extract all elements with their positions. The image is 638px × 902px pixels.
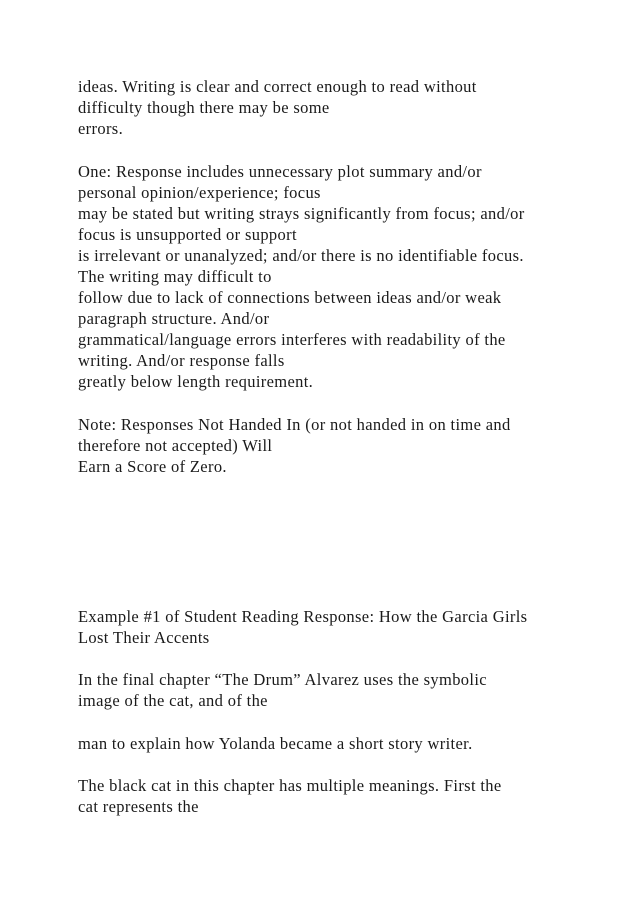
- text-line: focus is unsupported or support: [78, 225, 297, 244]
- text-line: errors.: [78, 119, 124, 138]
- text-line: therefore not accepted) Will: [78, 436, 273, 455]
- text-line: may be stated but writing strays significantly from focus; and/or: [78, 204, 525, 223]
- text-line: writing. And/or response falls: [78, 351, 285, 370]
- text-line: is irrelevant or unanalyzed; and/or there is no identifiable focus.: [78, 246, 524, 265]
- text-line: One: Response includes unnecessary plot summary and/or: [78, 162, 482, 181]
- text-line: greatly below length requirement.: [78, 372, 314, 391]
- text-line: paragraph structure. And/or: [78, 309, 270, 328]
- text-line: Note: Responses Not Handed In (or not handed in on time and: [78, 415, 511, 434]
- text-line: ideas. Writing is clear and correct enough to read without: [78, 77, 477, 96]
- text-line: image of the cat, and of the: [78, 691, 268, 710]
- text-line: cat represents the: [78, 797, 199, 816]
- text-line: The writing may difficult to: [78, 267, 272, 286]
- text-line: Lost Their Accents: [78, 628, 210, 647]
- text-line: follow due to lack of connections between ideas and/or weak: [78, 288, 502, 307]
- text-line: man to explain how Yolanda became a short story writer.: [78, 734, 473, 753]
- text-line: personal opinion/experience; focus: [78, 183, 321, 202]
- text-line: grammatical/language errors interferes with readability of the: [78, 330, 506, 349]
- text-line: In the final chapter “The Drum” Alvarez uses the symbolic: [78, 670, 487, 689]
- text-line: The black cat in this chapter has multiple meanings. First the: [78, 776, 502, 795]
- text-line: Example #1 of Student Reading Response: How the Garcia Girls: [78, 607, 528, 626]
- text-line: Earn a Score of Zero.: [78, 457, 227, 476]
- text-line: difficulty though there may be some: [78, 98, 330, 117]
